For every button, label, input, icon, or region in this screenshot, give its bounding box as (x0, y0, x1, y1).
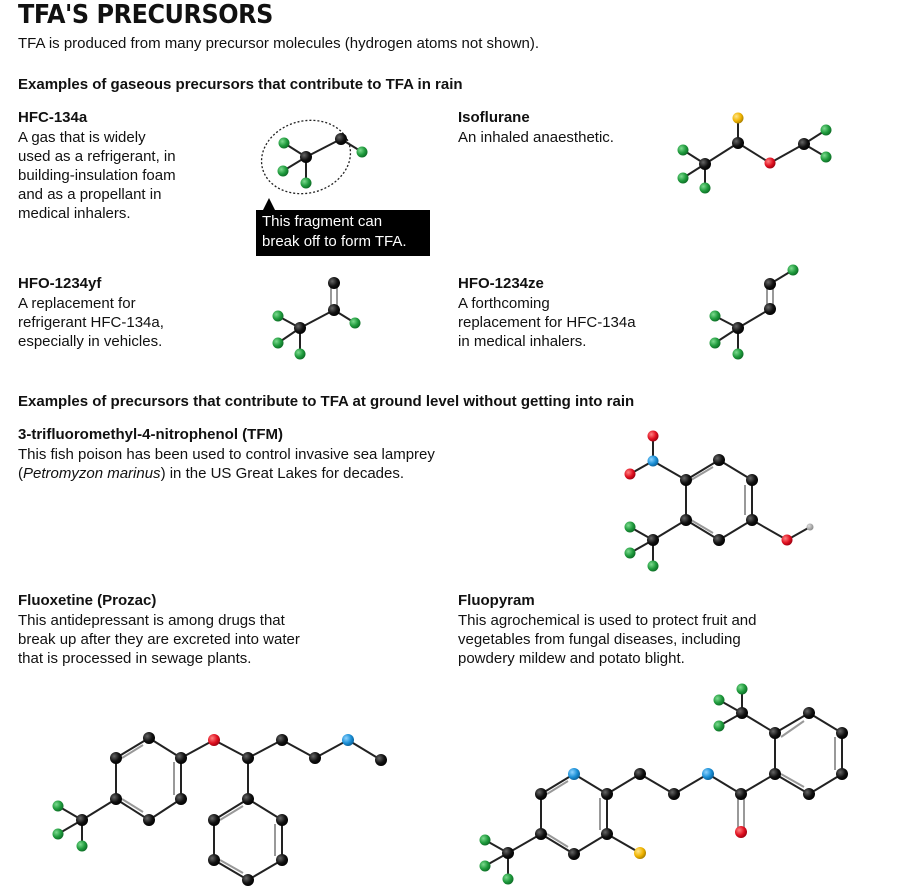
atom-carbon (764, 303, 776, 315)
atom-carbon (803, 707, 815, 719)
atom-carbon (769, 768, 781, 780)
molecule-desc-hfc134a: A gas that is widely used as a refrigerant, in building-insulation foam and as a propellant in medical inhalers. (18, 129, 176, 222)
page-title: TFA'S PRECURSORS (18, 0, 273, 30)
atom-carbon (143, 814, 155, 826)
atom-oxygen (625, 469, 636, 480)
molecule-name-hfo1234yf: HFO-1234yf (18, 275, 102, 292)
atom-carbon (242, 793, 254, 805)
molecule-isoflurane (678, 113, 832, 194)
atom-fluorine (77, 841, 88, 852)
atom-oxygen (782, 535, 793, 546)
atom-fluorine (821, 152, 832, 163)
atom-carbon (76, 814, 88, 826)
atom-carbon (242, 752, 254, 764)
atom-fluorine (503, 874, 514, 885)
atom-carbon (110, 752, 122, 764)
molecule-fluoxetine (53, 732, 388, 886)
atom-fluorine (710, 311, 721, 322)
molecule-tfm (625, 431, 814, 572)
atom-fluorine (295, 349, 306, 360)
atom-carbon (208, 814, 220, 826)
atom-carbon (647, 534, 659, 546)
atom-carbon (764, 278, 776, 290)
atom-carbon (836, 727, 848, 739)
atom-carbon (746, 474, 758, 486)
atom-carbon (208, 854, 220, 866)
molecule-desc-isoflurane: An inhaled anaesthetic. (458, 129, 614, 146)
atom-carbon (535, 788, 547, 800)
atom-carbon (535, 828, 547, 840)
atom-carbon (769, 727, 781, 739)
atom-fluorine (678, 173, 689, 184)
atom-fluorine (301, 178, 312, 189)
atom-fluorine (53, 801, 64, 812)
atom-carbon (328, 304, 340, 316)
molecule-desc-fluopyram: This agrochemical is used to protect fruit and vegetables from fungal diseases, including powdery mildew and potato blight. (458, 612, 757, 667)
atom-hydrogen (807, 524, 814, 531)
atom-carbon (309, 752, 321, 764)
atom-fluorine (821, 125, 832, 136)
atom-carbon (736, 707, 748, 719)
atom-fluorine (625, 548, 636, 559)
molecule-hfc134a (253, 111, 367, 204)
atom-fluorine (480, 861, 491, 872)
molecule-name-hfo1234ze: HFO-1234ze (458, 275, 544, 292)
atom-carbon (175, 752, 187, 764)
atom-oxygen (735, 826, 747, 838)
atom-fluorine (714, 721, 725, 732)
atom-chlorine (733, 113, 744, 124)
atom-carbon (276, 814, 288, 826)
atom-fluorine (350, 318, 361, 329)
atom-fluorine (273, 311, 284, 322)
atom-carbon (300, 151, 312, 163)
atom-carbon (294, 322, 306, 334)
atom-carbon (328, 277, 340, 289)
atom-nitrogen (648, 456, 659, 467)
section-heading-gaseous: Examples of gaseous precursors that contribute to TFA in rain (18, 76, 463, 93)
atom-nitrogen (342, 734, 354, 746)
atom-fluorine (678, 145, 689, 156)
atom-carbon (798, 138, 810, 150)
atom-carbon (746, 514, 758, 526)
atom-fluorine (788, 265, 799, 276)
atom-carbon (175, 793, 187, 805)
atom-fluorine (273, 338, 284, 349)
atom-oxygen (648, 431, 659, 442)
atom-fluorine (279, 138, 290, 149)
page-subtitle: TFA is produced from many precursor molecules (hydrogen atoms not shown). (18, 35, 540, 52)
molecule-hfo1234ze (710, 265, 799, 360)
atom-carbon (276, 734, 288, 746)
atom-fluorine (278, 166, 289, 177)
atom-carbon (335, 133, 347, 145)
molecule-name-fluopyram: Fluopyram (458, 592, 535, 609)
atom-fluorine (625, 522, 636, 533)
atom-fluorine (733, 349, 744, 360)
atom-fluorine (648, 561, 659, 572)
molecule-fluopyram (480, 684, 849, 885)
atom-fluorine (53, 829, 64, 840)
atom-fluorine (480, 835, 491, 846)
atom-carbon (735, 788, 747, 800)
section-heading-ground: Examples of precursors that contribute to TFA at ground level without getting into rain (18, 393, 635, 410)
molecule-desc-fluoxetine: This antidepressant is among drugs that break up after they are excreted into water that is processed in sewage plants. (18, 612, 300, 667)
atom-chlorine (634, 847, 646, 859)
atom-carbon (699, 158, 711, 170)
atom-carbon (732, 137, 744, 149)
atom-carbon (713, 454, 725, 466)
molecule-name-isoflurane: Isoflurane (458, 109, 530, 126)
molecule-desc-hfo1234yf: A replacement for refrigerant HFC-134a, especially in vehicles. (18, 295, 164, 350)
atom-fluorine (714, 695, 725, 706)
atom-carbon (375, 754, 387, 766)
atom-fluorine (737, 684, 748, 695)
atom-nitrogen (702, 768, 714, 780)
molecule-name-tfm: 3-trifluoromethyl-4-nitrophenol (TFM) (18, 426, 283, 443)
atom-carbon (110, 793, 122, 805)
atom-carbon (732, 322, 744, 334)
molecule-name-hfc134a: HFC-134a (18, 109, 88, 126)
atom-fluorine (710, 338, 721, 349)
atom-carbon (680, 514, 692, 526)
atom-carbon (803, 788, 815, 800)
atom-oxygen (208, 734, 220, 746)
atom-carbon (601, 828, 613, 840)
molecule-desc-tfm: This fish poison has been used to control invasive sea lamprey (Petromyzon marinus) in the US Great Lakes for decades. (18, 446, 435, 482)
atom-carbon (634, 768, 646, 780)
molecule-name-fluoxetine: Fluoxetine (Prozac) (18, 592, 157, 609)
atom-fluorine (700, 183, 711, 194)
atom-carbon (836, 768, 848, 780)
atom-nitrogen (568, 768, 580, 780)
atom-fluorine (357, 147, 368, 158)
atom-oxygen (765, 158, 776, 169)
atom-carbon (680, 474, 692, 486)
atom-carbon (713, 534, 725, 546)
molecule-desc-hfo1234ze: A forthcoming replacement for HFC-134a in medical inhalers. (458, 295, 636, 350)
atom-carbon (502, 847, 514, 859)
atom-carbon (601, 788, 613, 800)
molecule-hfo1234yf (273, 277, 361, 360)
atom-carbon (568, 848, 580, 860)
callout-tfa-fragment: This fragment can break off to form TFA. (256, 210, 430, 256)
atom-carbon (668, 788, 680, 800)
atom-carbon (276, 854, 288, 866)
atom-carbon (143, 732, 155, 744)
atom-carbon (242, 874, 254, 886)
